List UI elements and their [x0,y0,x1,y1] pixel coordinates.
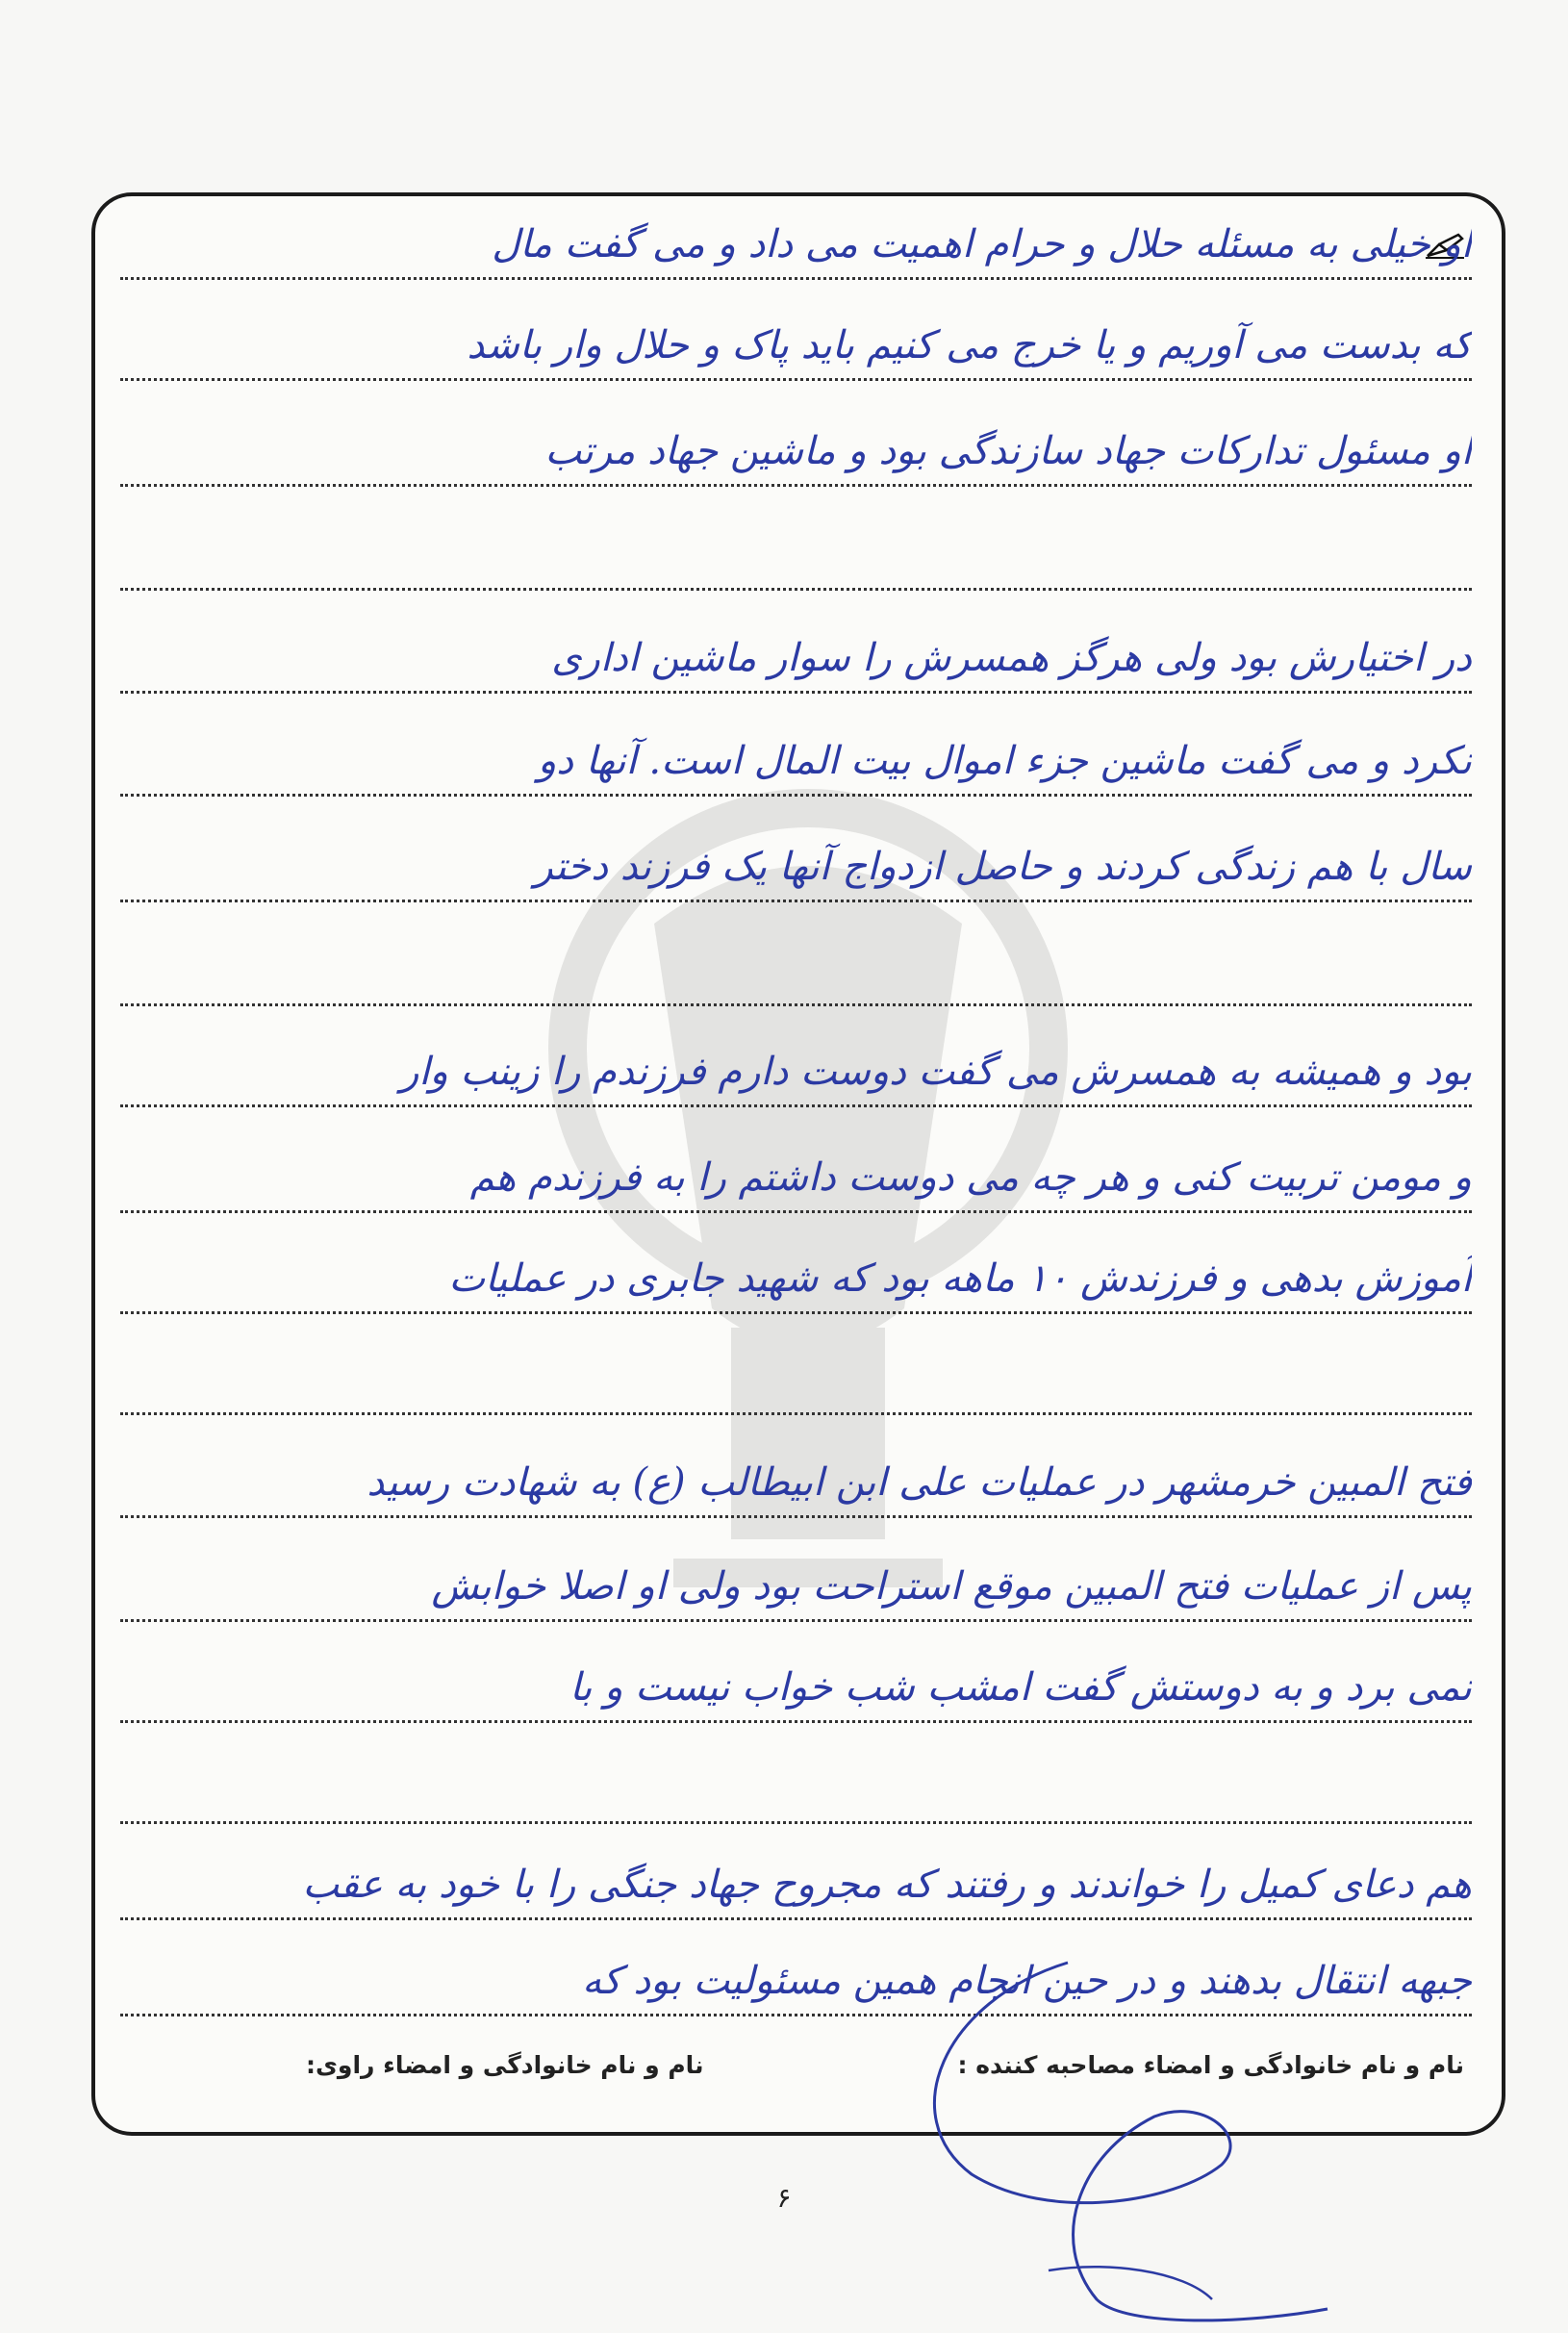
handwritten-text: او خیلی به مسئله حلال و حرام اهمیت می داد و می گفت مال [492,222,1472,266]
handwritten-text: که بدست می آوریم و یا خرج می کنیم باید پاک و حلال وار باشد [467,323,1472,368]
handwritten-text: پس از عملیات فتح المبین موقع استراحت بود ولی او اصلا خوابش [431,1564,1472,1609]
ruled-line [120,1953,1472,2016]
interviewer-signature-label: نام و نام خانوادگی و امضاء مصاحبه کننده : [957,2051,1464,2079]
ruled-line [120,1150,1472,1213]
ruled-line [120,317,1472,381]
handwritten-text: جبهه انتقال بدهند و در حین انجام همین مسئولیت بود که [582,1959,1472,2003]
handwritten-text: نکرد و می گفت ماشین جزء اموال بیت المال است. آنها دو [537,739,1472,783]
ruled-line [120,1857,1472,1920]
handwritten-text: در اختیارش بود ولی هرگز همسرش را سوار ماشین اداری [551,636,1472,680]
handwritten-text: بود و همیشه به همسرش می گفت دوست دارم فرزندم را زینب وار [400,1050,1472,1094]
ruled-line [120,839,1472,902]
handwritten-text: و مومن تربیت کنی و هر چه می دوست داشتم را به فرزندم هم [469,1155,1472,1200]
ruled-line [120,1455,1472,1518]
ruled-line [120,1761,1472,1824]
ruled-line [120,1660,1472,1723]
ruled-line [120,943,1472,1006]
handwritten-text: هم دعای کمیل را خواندند و رفتند که مجروح جهاد جنگی را با خود به عقب [302,1863,1472,1907]
ruled-line [120,527,1472,591]
narrator-signature-label: نام و نام خانوادگی و امضاء راوی: [306,2051,704,2079]
ruled-line [120,1044,1472,1107]
handwritten-text: او مسئول تدارکات جهاد سازندگی بود و ماشین جهاد مرتب [544,429,1472,473]
handwritten-text: آموزش بدهی و فرزندش ۱۰ ماهه بود که شهید جابری در عملیات [448,1256,1472,1301]
handwritten-text: سال با هم زندگی کردند و حاصل ازدواج آنها یک فرزند دختر [534,845,1472,889]
ruled-line [120,423,1472,487]
handwritten-text: فتح المبین خرمشهر در عملیات علی ابن ابیطالب (ع) به شهادت رسید [367,1460,1472,1505]
ruled-line [120,216,1472,280]
ruled-line [120,733,1472,797]
ruled-line [120,630,1472,694]
ruled-line [120,1352,1472,1415]
ruled-line [120,1251,1472,1314]
ruled-line [120,1559,1472,1622]
handwritten-text: نمی برد و به دوستش گفت امشب شب خواب نیست و با [569,1665,1472,1710]
page-number: ۶ [776,2182,792,2214]
